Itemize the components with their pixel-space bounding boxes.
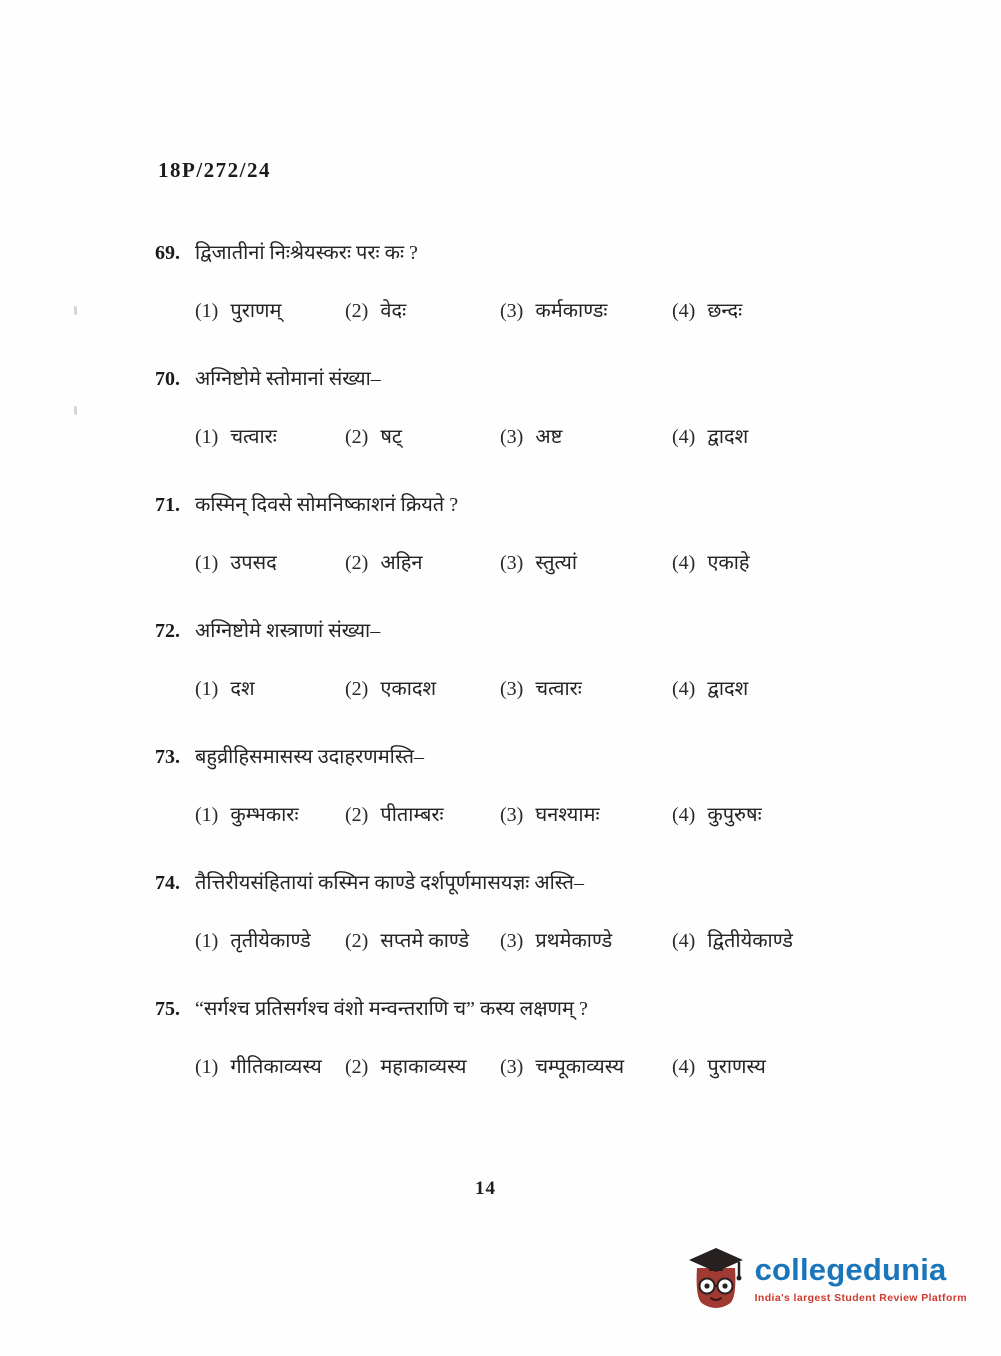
- question-block: [155, 744, 925, 828]
- option-text: कुम्भकारः: [230, 804, 299, 826]
- option: [345, 550, 500, 576]
- question-text: अग्निष्टोमे शस्त्राणां संख्या–: [195, 620, 381, 642]
- option-label: (3): [500, 426, 524, 448]
- option-label: (2): [345, 678, 369, 700]
- mascot-icon: [687, 1246, 745, 1310]
- brand-tagline: India's largest Student Review Platform: [754, 1292, 967, 1304]
- scan-artifact: [74, 406, 77, 415]
- option-text: कर्मकाण्डः: [535, 300, 608, 322]
- option-label: (4): [672, 804, 696, 826]
- option-label: (2): [345, 426, 369, 448]
- option: [345, 928, 500, 954]
- option: [672, 676, 925, 702]
- option-text: षट्: [380, 426, 402, 448]
- collegedunia-logo: [687, 1246, 967, 1310]
- option: [195, 550, 345, 576]
- option-text: पुराणस्य: [707, 1056, 766, 1078]
- option-text: छन्दः: [707, 300, 743, 322]
- option-label: (1): [195, 930, 219, 952]
- option-label: (3): [500, 930, 524, 952]
- page-number: 14: [475, 1178, 496, 1199]
- question-text: कस्मिन् दिवसे सोमनिष्काशनं क्रियते ?: [195, 494, 459, 516]
- brand-block: [755, 1246, 967, 1304]
- question-text: द्विजातीनां निःश्रेयस्करः परः कः ?: [195, 242, 418, 264]
- option-label: (4): [672, 426, 696, 448]
- question-text: तैत्तिरीयसंहितायां कस्मिन काण्डे दर्शपूर्णमासयज्ञः अस्ति–: [195, 872, 584, 894]
- option: [195, 928, 345, 954]
- option: [345, 1054, 500, 1080]
- scan-artifact: [74, 306, 77, 315]
- option: [345, 424, 500, 450]
- option: [195, 298, 345, 324]
- question-line: [155, 366, 925, 392]
- option: [345, 802, 500, 828]
- option-row: [155, 928, 925, 954]
- option-label: (4): [672, 1056, 696, 1078]
- option-label: (3): [500, 678, 524, 700]
- option-text: उपसद: [230, 552, 277, 574]
- option: [500, 1054, 672, 1080]
- option-label: (2): [345, 1056, 369, 1078]
- option: [672, 550, 925, 576]
- option-text: दश: [230, 678, 255, 700]
- option-text: कुपुरुषः: [707, 804, 762, 826]
- option-label: (1): [195, 552, 219, 574]
- option-label: (3): [500, 552, 524, 574]
- option-text: द्वादश: [707, 426, 749, 448]
- option-row: [155, 676, 925, 702]
- option-label: (1): [195, 300, 219, 322]
- question-text: अग्निष्टोमे स्तोमानां संख्या–: [195, 368, 381, 390]
- option: [672, 424, 925, 450]
- option-text: स्तुत्यां: [535, 552, 578, 574]
- option-text: अहिन: [380, 552, 423, 574]
- option: [195, 1054, 345, 1080]
- question-line: [155, 870, 925, 896]
- option-text: तृतीयेकाण्डे: [230, 930, 311, 952]
- option: [345, 676, 500, 702]
- question-number: 69.: [155, 242, 180, 264]
- option: [500, 802, 672, 828]
- question-block: [155, 870, 925, 954]
- option-label: (3): [500, 1056, 524, 1078]
- option-row: [155, 298, 925, 324]
- question-block: [155, 618, 925, 702]
- option-text: वेदः: [380, 300, 407, 322]
- option-row: [155, 550, 925, 576]
- option-label: (4): [672, 678, 696, 700]
- option-text: पीताम्बरः: [380, 804, 444, 826]
- question-line: [155, 744, 925, 770]
- option-text: एकाहे: [707, 552, 750, 574]
- option-label: (1): [195, 678, 219, 700]
- question-number: 70.: [155, 368, 180, 390]
- option-text: सप्तमे काण्डे: [380, 930, 470, 952]
- option: [500, 550, 672, 576]
- option: [500, 676, 672, 702]
- question-line: [155, 996, 925, 1022]
- option: [500, 928, 672, 954]
- question-line: [155, 492, 925, 518]
- option: [672, 802, 925, 828]
- question-number: 74.: [155, 872, 180, 894]
- option-label: (2): [345, 300, 369, 322]
- option-label: (3): [500, 804, 524, 826]
- option: [500, 424, 672, 450]
- option-text: चत्वारः: [535, 678, 582, 700]
- option: [500, 298, 672, 324]
- option: [195, 424, 345, 450]
- option-text: अष्ट: [535, 426, 563, 448]
- question-number: 71.: [155, 494, 180, 516]
- option-text: एकादश: [380, 678, 437, 700]
- option-text: चत्वारः: [230, 426, 277, 448]
- question-text: “सर्गश्च प्रतिसर्गश्च वंशो मन्वन्तराणि च” कस्य लक्षणम् ?: [195, 998, 588, 1020]
- option-label: (2): [345, 930, 369, 952]
- option-row: [155, 424, 925, 450]
- question-line: [155, 618, 925, 644]
- option-text: प्रथमेकाण्डे: [535, 930, 613, 952]
- option-label: (4): [672, 552, 696, 574]
- option-text: द्वितीयेकाण्डे: [707, 930, 793, 952]
- option-row: [155, 802, 925, 828]
- question-number: 73.: [155, 746, 180, 768]
- question-block: [155, 366, 925, 450]
- option-label: (1): [195, 804, 219, 826]
- question-text: बहुव्रीहिसमासस्य उदाहरणमस्ति–: [195, 746, 425, 768]
- option-text: महाकाव्यस्य: [380, 1056, 467, 1078]
- question-block: [155, 492, 925, 576]
- question-block: [155, 996, 925, 1080]
- option-label: (4): [672, 930, 696, 952]
- option-label: (2): [345, 552, 369, 574]
- option-label: (2): [345, 804, 369, 826]
- option-text: घनश्यामः: [535, 804, 600, 826]
- option-text: पुराणम्: [230, 300, 282, 322]
- option-label: (4): [672, 300, 696, 322]
- question-number: 72.: [155, 620, 180, 642]
- option-row: [155, 1054, 925, 1080]
- option-text: गीतिकाव्यस्य: [230, 1056, 322, 1078]
- option-label: (1): [195, 426, 219, 448]
- question-line: [155, 240, 925, 266]
- question-block: [155, 240, 925, 324]
- option: [195, 802, 345, 828]
- brand-name: collegedunia: [754, 1252, 947, 1287]
- question-list: [155, 240, 925, 1122]
- option-label: (3): [500, 300, 524, 322]
- option-text: चम्पूकाव्यस्य: [535, 1056, 625, 1078]
- option: [195, 676, 345, 702]
- option: [672, 298, 925, 324]
- option: [672, 928, 925, 954]
- option: [345, 298, 500, 324]
- paper-code: 18P/272/24: [158, 158, 271, 182]
- question-number: 75.: [155, 998, 180, 1020]
- option-label: (1): [195, 1056, 219, 1078]
- option: [672, 1054, 925, 1080]
- option-text: द्वादश: [707, 678, 749, 700]
